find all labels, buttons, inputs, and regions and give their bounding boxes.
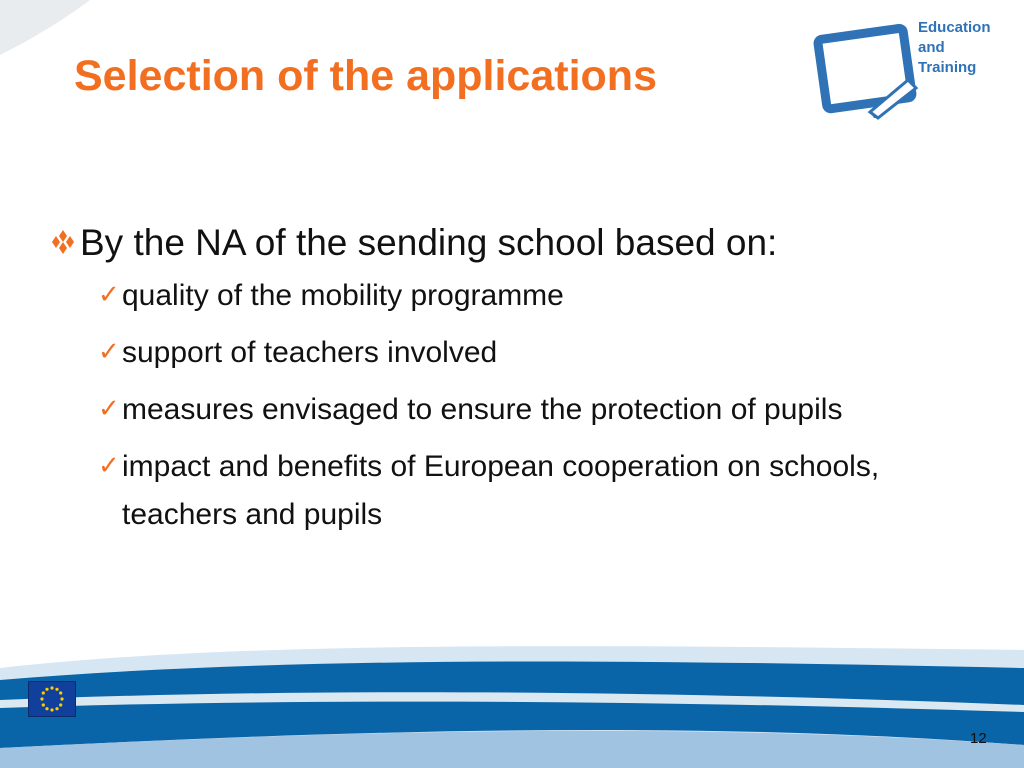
logo-line: and bbox=[918, 39, 945, 56]
sub-bullet-text: measures envisaged to ensure the protection of pupils bbox=[122, 393, 843, 426]
sub-bullet-item bbox=[98, 272, 988, 320]
diamond-bullet-icon bbox=[48, 230, 78, 254]
main-bullet-text: By the NA of the sending school based on: bbox=[80, 222, 778, 263]
slide-title: Selection of the applications bbox=[74, 52, 657, 100]
checkmark-icon: ✓ bbox=[98, 336, 120, 366]
sub-bullet-item bbox=[98, 386, 988, 434]
logo-line: Education bbox=[918, 19, 991, 36]
sub-bullet-list bbox=[98, 272, 988, 539]
checkmark-icon: ✓ bbox=[98, 450, 120, 480]
sub-bullet-text: impact and benefits of European cooperation on schools, teachers and pupils bbox=[122, 450, 880, 531]
page-number: 12 bbox=[970, 730, 987, 747]
logo-line: Training bbox=[918, 59, 977, 76]
eu-flag-icon bbox=[28, 681, 76, 717]
checkmark-icon: ✓ bbox=[98, 279, 120, 309]
logo-text bbox=[918, 18, 991, 78]
main-bullet bbox=[48, 218, 988, 268]
checkmark-icon: ✓ bbox=[98, 393, 120, 423]
slide-content bbox=[48, 218, 988, 548]
sub-bullet-item bbox=[98, 443, 988, 539]
sub-bullet-text: quality of the mobility programme bbox=[122, 279, 564, 312]
sub-bullet-text: support of teachers involved bbox=[122, 336, 498, 369]
sub-bullet-item bbox=[98, 329, 988, 377]
